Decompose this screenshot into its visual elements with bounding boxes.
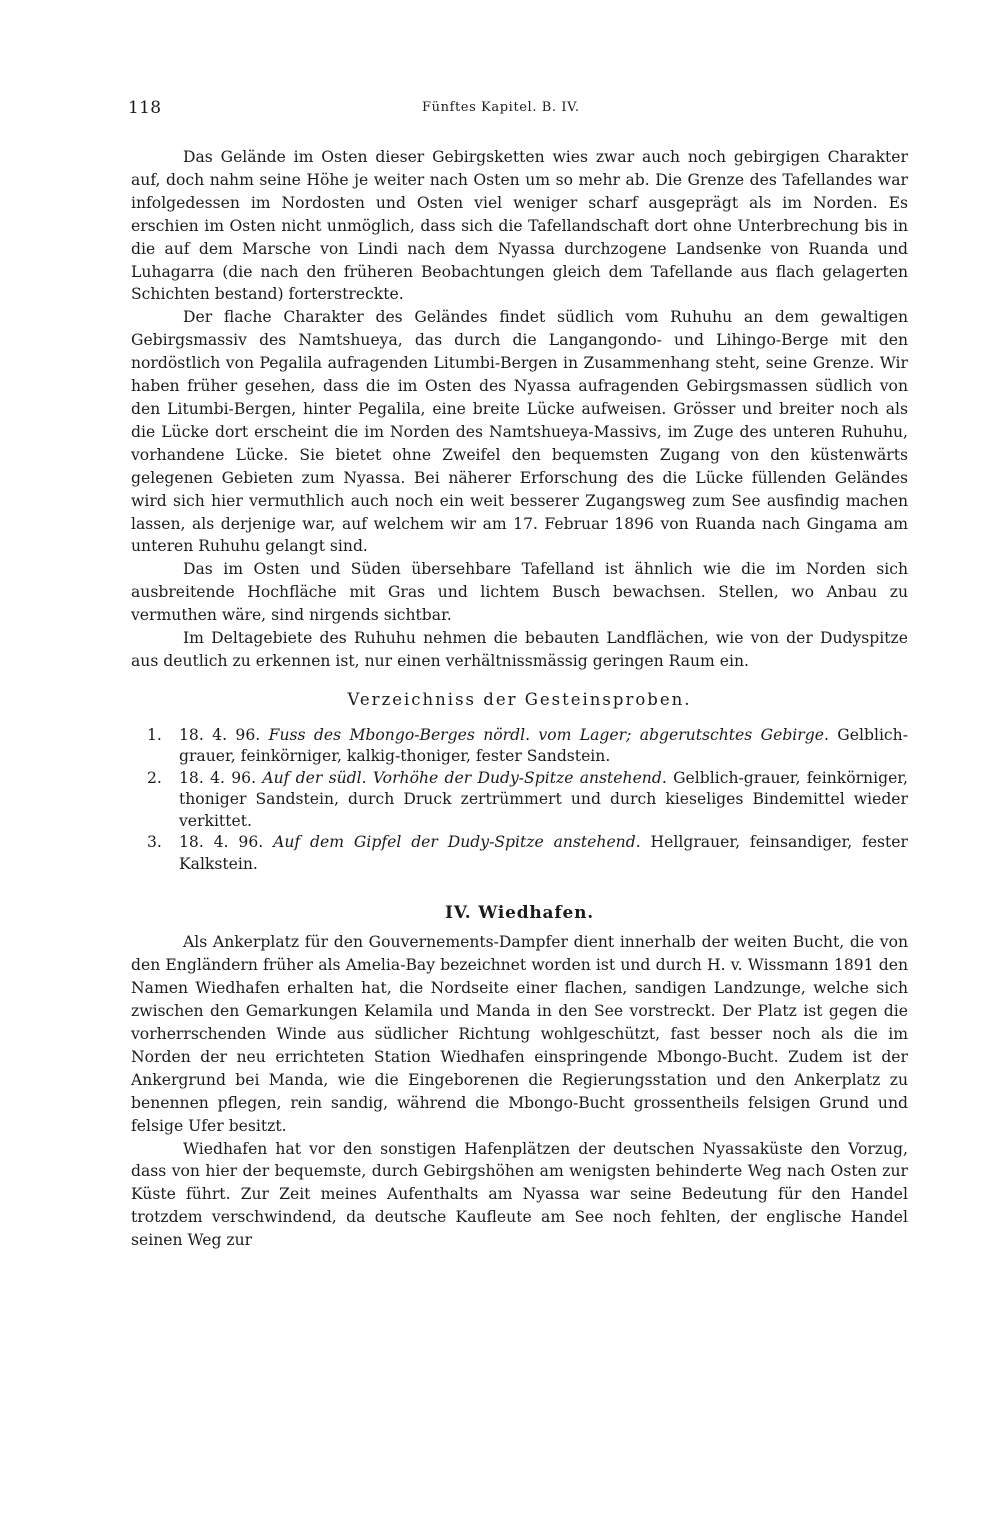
rock-samples-list <box>131 725 908 876</box>
sample-description: Gelblich-grauer, feinkörniger, thoniger Sandstein, durch Druck zertrümmert und durch kieseliges Bindemittel wieder verkittet. <box>179 768 908 830</box>
sample-description: Gelblich-grauer, feinkörniger, kalkig-thoniger, fester Sandstein. <box>179 725 908 766</box>
sample-description: Hellgrauer, feinsandiger, fester Kalkstein. <box>179 833 908 873</box>
list-item <box>131 725 908 768</box>
page-number: 118 <box>128 98 162 118</box>
sample-number: 1. <box>147 725 162 744</box>
list-item <box>131 832 908 875</box>
list-item <box>131 768 908 833</box>
sample-location: Auf dem Gipfel der Dudy-Spitze anstehend. <box>273 833 651 852</box>
chapter-heading: IV. Wiedhafen. <box>445 903 594 924</box>
running-head-title: Fünftes Kapitel. B. IV. <box>422 100 580 115</box>
paragraph: Als Ankerplatz für den Gouvernements-Dampfer dient innerhalb der weiten Bucht, die von den Engländern früher als Amelia-Bay bezeichnet worden ist und durch H. v. Wissmann 1891 den Namen Wiedhafen erhalten hat, die Nordseite einer flachen, sandigen Landzunge, welche sich zwischen den Gemarkungen Kelamila und Manda in den See vorstreckt. Der Platz ist gegen die vorherrschenden Winde aus südlicher Richtung wohlgeschützt, fast besser noch als die im Norden der neu errichteten Station Wiedhafen einspringende Mbongo-Bucht. Zudem ist der Ankergrund bei Manda, wie die Eingeborenen die Regierungsstation und den Ankerplatz zu benennen pflegen, rein sandig, während die Mbongo-Bucht grossentheils felsigen Grund und felsige Ufer besitzt. <box>131 933 908 1135</box>
paragraph: Das Gelände im Osten dieser Gebirgsketten wies zwar auch noch gebirgigen Charakter auf, doch nahm seine Höhe je weiter nach Osten um so mehr ab. Die Grenze des Tafellandes war infolgedessen im Nordosten und Osten viel weniger scharf ausgeprägt als im Norden. Es erschien im Osten nicht unmöglich, dass sich die Tafellandschaft dort ohne Unterbrechung bis in die auf dem Marsche von Lindi nach dem Nyassa durchzogene Landsenke von Ruanda und Luhagarra (die nach den früheren Beobachtungen gleich dem Tafellande aus flach gelagerten Schichten bestand) forterstreckte. <box>131 148 908 304</box>
sample-number: 2. <box>147 768 162 787</box>
sample-date: 18. 4. 96. <box>179 768 263 787</box>
running-head <box>128 98 908 120</box>
body-text <box>131 146 908 1252</box>
paragraph: Im Deltagebiete des Ruhuhu nehmen die bebauten Landflächen, wie von der Dudyspitze aus deutlich zu erkennen ist, nur einen verhältnissmässig geringen Raum ein. <box>131 629 908 670</box>
sample-location: Fuss des Mbongo-Berges nördl. vom Lager; abgerutschtes Gebirge. <box>268 725 838 744</box>
sample-location: Auf der südl. Vorhöhe der Dudy-Spitze anstehend. <box>262 768 674 787</box>
sample-number: 3. <box>147 833 162 852</box>
paragraph: Der flache Charakter des Geländes findet südlich vom Ruhuhu an dem gewaltigen Gebirgsmassiv des Namtshueya, das durch die Langangondo- und Lihingo-Berge mit den nordöstlich von Pegalila aufragenden Litumbi-Bergen in Zusammenhang steht, seine Grenze. Wir haben früher gesehen, dass die im Osten des Nyassa aufragenden Gebirgsmassen südlich von den Litumbi-Bergen, hinter Pegalila, eine breite Lücke aufweisen. Grösser und breiter noch als die Lücke dort erscheint die im Norden des Namtshueya-Massivs, im Zuge des unteren Ruhuhu, vorhandene Lücke. Sie bietet ohne Zweifel den bequemsten Zugang von den küstenwärts gelegenen Gebieten zum Nyassa. Bei näherer Erforschung des die Lücke füllenden Geländes wird sich hier vermuthlich auch noch ein weit besserer Zugangsweg zum See ausfindig machen lassen, als derjenige war, auf welchem wir am 17. Februar 1896 von Ruanda nach Gingama am unteren Ruhuhu gelangt sind. <box>131 308 908 556</box>
sample-date: 18. 4. 96. <box>179 725 269 744</box>
rock-samples-heading: Verzeichniss der Gesteinsproben. <box>347 689 692 709</box>
sample-date: 18. 4. 96. <box>179 833 274 852</box>
paragraph: Das im Osten und Süden übersehbare Tafelland ist ähnlich wie die im Norden sich ausbreitende Hochfläche mit Gras und lichtem Busch bewachsen. Stellen, wo Anbau zu vermuthen wäre, sind nirgends sichtbar. <box>131 560 908 625</box>
paragraph: Wiedhafen hat vor den sonstigen Hafenplätzen der deutschen Nyassaküste den Vorzug, dass von hier der bequemste, durch Gebirgshöhen am wenigsten behinderte Weg nach Osten zur Küste führt. Zur Zeit meines Aufenthalts am Nyassa war seine Bedeutung für den Handel trotzdem verschwindend, da deutsche Kaufleute am See noch fehlten, der englische Handel seinen Weg zur <box>131 1139 908 1250</box>
